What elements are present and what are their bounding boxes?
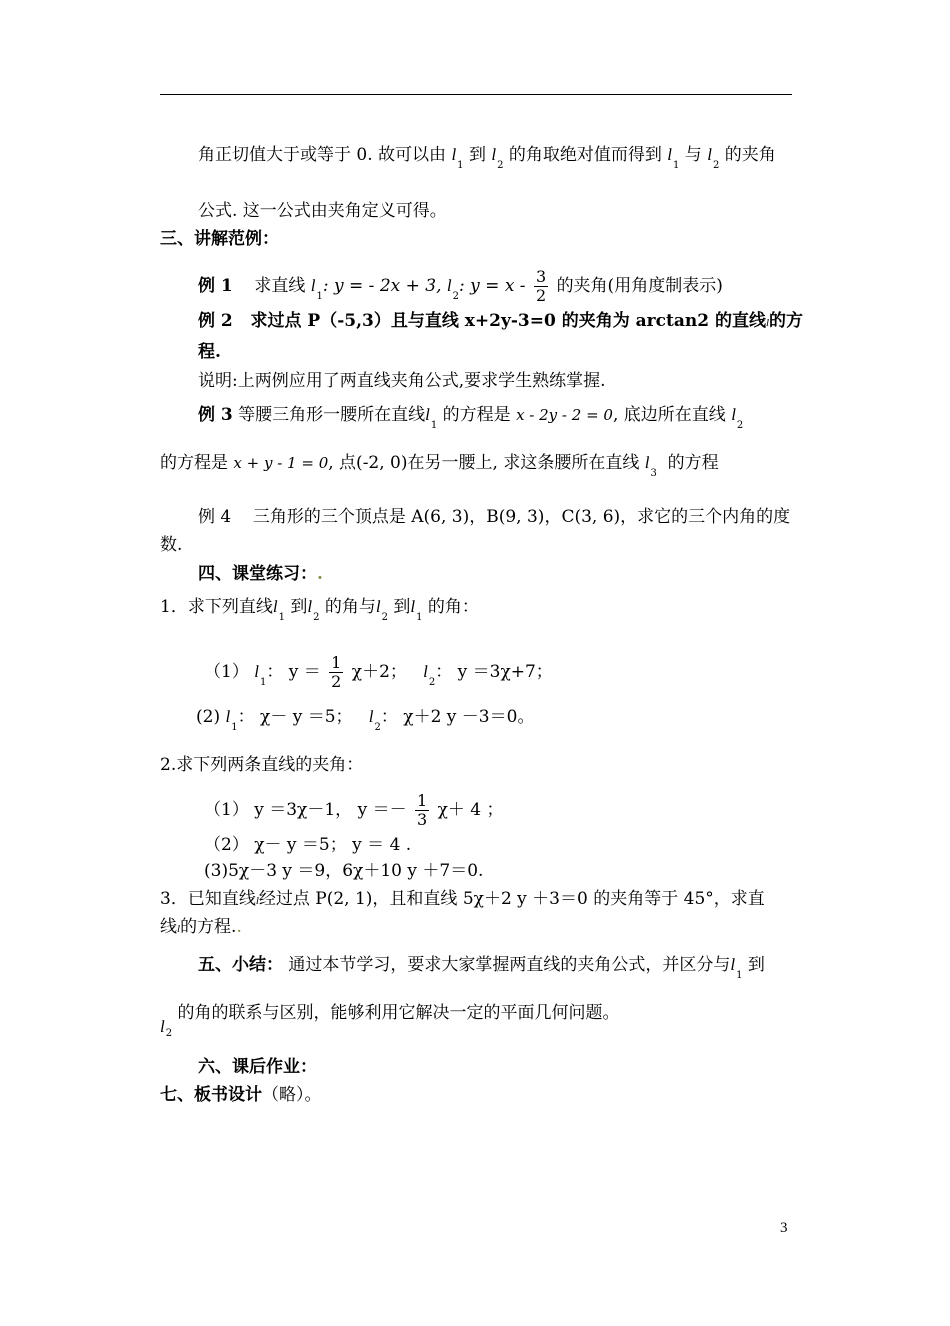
header-rule (160, 94, 792, 95)
example-2-line-1: 例 2 求过点 P（-5,3）且与直线 x+2y-3=0 的夹角为 arctan2 的直线l的方 (198, 311, 804, 331)
page-number: 3 (780, 1220, 788, 1236)
practice-3-line-1: 3．已知直线l经过点 P(2, 1)，且和直线 5χ＋2 y ＋3＝0 的夹角等于 45°，求直 (160, 889, 765, 909)
practice-2-question: 2.求下列两条直线的夹角： (160, 755, 364, 775)
continuation-line-2: 公式. 这一公式由夹角定义可得。 (198, 201, 447, 221)
practice-2-part-2: （2） χ－ y ＝5； y ＝ 4 . (204, 835, 412, 855)
fraction-3-2: $\frac{3}{2}$ (535, 267, 547, 305)
note: 说明:上两例应用了两直线夹角公式,要求学生熟练掌握. (198, 371, 606, 391)
fraction-1-3: $\frac{1}{3}$ (416, 791, 428, 829)
practice-2-part-3: (3)5χ－3 y ＝9，6χ＋10 y ＋7＝0. (204, 861, 484, 881)
section-6-heading: 六、课后作业： (198, 1057, 317, 1077)
continuation-line-1: 角正切值大于或等于 0. 故可以由 $l_1$ 到 $l_2$ 的角取绝对值而得到 $l_1$ 与 $l_2$ 的夹角 (198, 145, 776, 171)
practice-1-part-1: （1） $l_1$： y ＝ $\frac{1}{2}$ χ＋2； $l_2$： y ＝3χ+7； (204, 653, 553, 691)
example-4-line-1: 例 4 三角形的三个顶点是 A(6, 3)，B(9, 3)，C(3, 6)，求它的三个内角的度 (198, 507, 791, 527)
example-3-line-2: 的方程是 x + y - 1 = 0, 点(-2, 0)在另一腰上, 求这条腰所在直线 $l_3$ 的方程 (160, 453, 719, 479)
example-4-line-2: 数. (160, 535, 183, 555)
section-7-heading: 七、板书设计（略）。 (160, 1085, 322, 1105)
practice-3-line-2: 线l的方程.. (160, 917, 242, 937)
section-3-heading: 三、讲解范例： (160, 229, 279, 249)
practice-1-question: 1．求下列直线$l_1$ 到$l_2$ 的角与$l_2$ 到$l_1$ 的角： (160, 597, 479, 623)
example-1: 例 1 求直线 $l_1$: y = - 2x + 3, $l_2$: y = x - $\frac{3}{2}$ 的夹角(用角度制表示) (198, 267, 723, 305)
practice-2-part-1: （1） y ＝3χ－1， y ＝－ $\frac{1}{3}$ χ＋ 4 ； (204, 791, 504, 829)
practice-1-part-2: (2) $l_1$： χ－ y ＝5； $l_2$： χ＋2 y －3＝0。 (196, 707, 535, 733)
example-3-line-1: 例 3 等腰三角形一腰所在直线$l_1$ 的方程是 x - 2y - 2 = 0, 底边所在直线 $l_2$ (198, 405, 744, 431)
section-5-line-1: 五、小结： 通过本节学习，要求大家掌握两直线的夹角公式，并区分与$l_1$ 到 (198, 955, 765, 981)
section-4-heading: 四、课堂练习：. (198, 564, 323, 584)
example-2-line-2: 程. (198, 342, 221, 362)
fraction-1-2: $\frac{1}{2}$ (331, 653, 342, 691)
section-5-line-2: $l_2$ 的角的联系与区别，能够利用它解决一定的平面几何问题。 (160, 1003, 620, 1039)
